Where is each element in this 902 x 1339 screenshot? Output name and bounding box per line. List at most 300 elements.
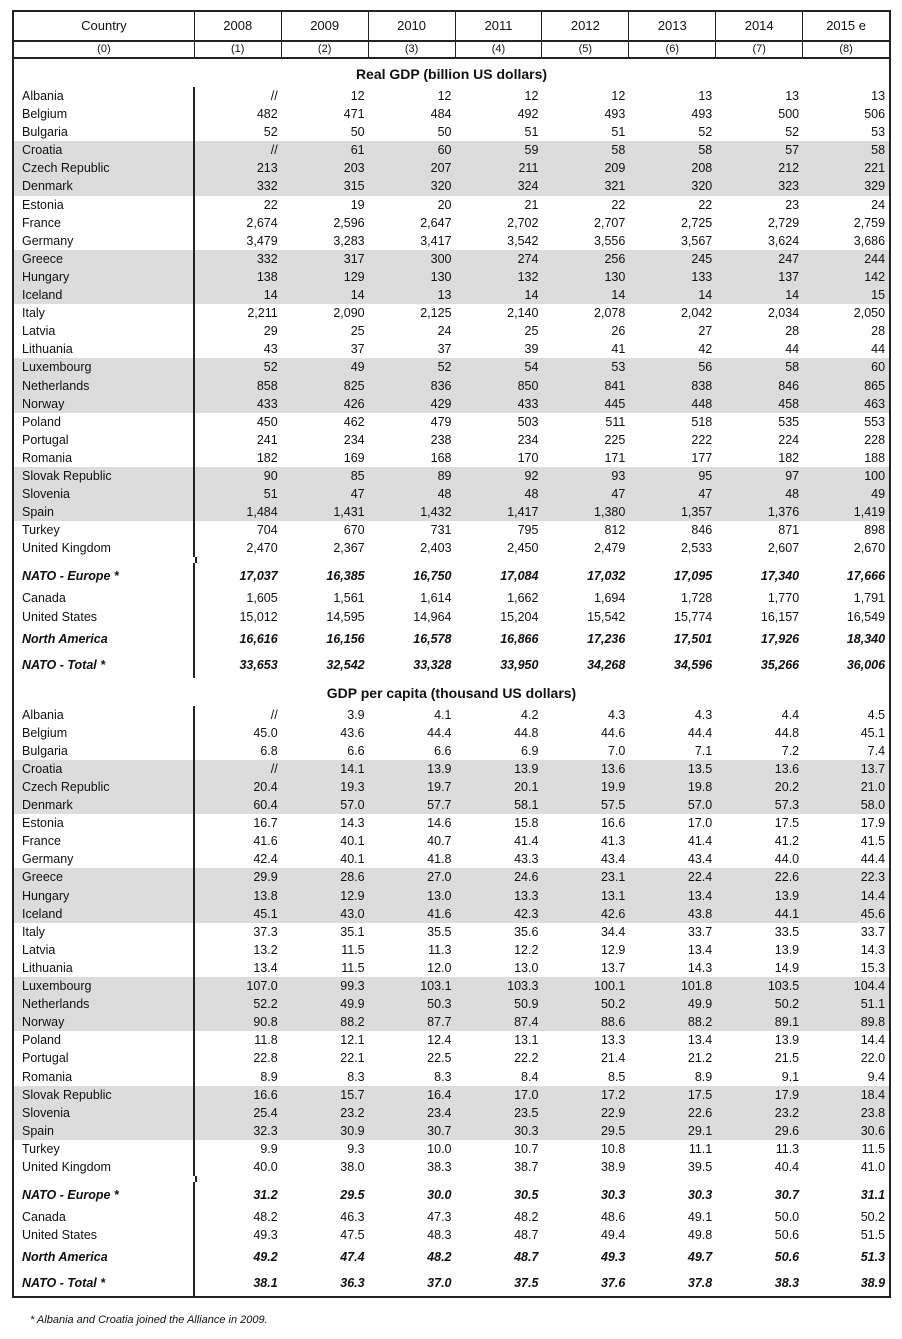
column-header: Country: [14, 12, 195, 40]
country-name: Netherlands: [14, 377, 195, 395]
table-row: [14, 232, 889, 250]
value-cell: 321: [604, 179, 626, 194]
value-cell: 1,728: [680, 591, 713, 606]
value-cell: 101.8: [680, 979, 713, 994]
value-cell: 274: [517, 251, 539, 266]
value-cell: 16.4: [427, 1087, 452, 1102]
total-value: 33,950: [500, 657, 539, 672]
value-cell: 43: [263, 342, 278, 357]
value-cell: 9.3: [347, 1141, 365, 1156]
value-cell: 19: [350, 197, 365, 212]
value-cell: 58: [871, 143, 886, 158]
table-row: [14, 742, 889, 760]
value-cell: 1,770: [767, 591, 800, 606]
value-cell: 52: [785, 125, 800, 140]
value-cell: 825: [343, 378, 365, 393]
value-cell: 11.8: [254, 1033, 278, 1048]
value-cell: 1,417: [507, 505, 539, 520]
country-name: Hungary: [14, 268, 195, 286]
value-cell: 1,380: [594, 505, 626, 520]
column-number: (3): [369, 42, 456, 57]
value-cell: 4.3: [694, 707, 713, 722]
value-cell: 208: [691, 161, 713, 176]
value-cell: 49.9: [687, 997, 713, 1012]
value-cell: 518: [691, 414, 713, 429]
value-cell: 846: [778, 378, 800, 393]
value-cell: 60: [437, 143, 452, 158]
value-cell: 1,484: [246, 505, 278, 520]
total-value: 37.0: [427, 1276, 452, 1291]
country-name: Estonia: [14, 196, 195, 214]
value-cell: 256: [604, 251, 626, 266]
table-row: [14, 1226, 889, 1244]
value-cell: 4.5: [867, 707, 886, 722]
table-row: [14, 706, 889, 724]
value-cell: 2,596: [333, 215, 365, 230]
country-name: Czech Republic: [14, 778, 195, 796]
table-row: [14, 250, 889, 268]
value-cell: 871: [778, 523, 800, 538]
value-cell: 30.3: [514, 1123, 539, 1138]
country-name: Lithuania: [14, 340, 195, 358]
column-header: 2013: [629, 12, 716, 40]
country-name: Turkey: [14, 521, 195, 539]
value-cell: 482: [256, 107, 278, 122]
value-cell: 103.5: [767, 979, 800, 994]
value-cell: 317: [343, 251, 365, 266]
value-cell: 58: [611, 143, 626, 158]
value-cell: 130: [430, 269, 452, 284]
value-cell: 471: [343, 107, 365, 122]
table-row: [14, 923, 889, 941]
value-cell: 433: [517, 396, 539, 411]
value-cell: 2,450: [507, 541, 539, 556]
value-cell: 50.2: [774, 997, 800, 1012]
value-cell: 41.4: [514, 834, 539, 849]
value-cell: 13.4: [253, 960, 278, 975]
value-cell: 3,283: [333, 233, 365, 248]
value-cell: 13.4: [687, 888, 713, 903]
value-cell: 103.3: [507, 979, 539, 994]
value-cell: 22: [698, 197, 713, 212]
value-cell: 13.9: [774, 888, 800, 903]
value-cell: 7.1: [694, 743, 713, 758]
value-cell: 320: [691, 179, 713, 194]
table-row: [14, 322, 889, 340]
value-cell: 3,556: [594, 233, 626, 248]
value-cell: 3.9: [347, 707, 365, 722]
value-cell: 16.6: [253, 1087, 278, 1102]
value-cell: 17.2: [600, 1087, 626, 1102]
value-cell: 87.7: [427, 1015, 452, 1030]
value-cell: 95: [698, 468, 713, 483]
value-cell: 209: [604, 161, 626, 176]
value-cell: 48: [437, 487, 452, 502]
value-cell: 1,376: [767, 505, 800, 520]
value-cell: 58: [785, 360, 800, 375]
table-row: [14, 814, 889, 832]
table-row: [14, 286, 889, 304]
value-cell: 2,042: [680, 306, 713, 321]
table-row: [14, 760, 889, 778]
value-cell: 15,774: [674, 609, 713, 624]
value-cell: 2,759: [853, 215, 886, 230]
value-cell: 43.8: [687, 906, 713, 921]
total-value: 17,236: [587, 631, 626, 646]
value-cell: 13.6: [774, 761, 800, 776]
value-cell: 88.2: [687, 1015, 713, 1030]
total-value: 37.6: [600, 1276, 626, 1291]
country-name: Belgium: [14, 724, 195, 742]
table-row: [14, 1208, 889, 1226]
value-cell: 40.1: [340, 852, 365, 867]
table-row: [14, 941, 889, 959]
table-row: [14, 503, 889, 521]
value-cell: 2,674: [246, 215, 278, 230]
value-cell: 2,707: [594, 215, 626, 230]
value-cell: 10.8: [600, 1141, 626, 1156]
value-cell: 23.5: [514, 1105, 539, 1120]
value-cell: 33.7: [687, 924, 713, 939]
value-cell: 13.6: [600, 761, 626, 776]
value-cell: 30.6: [860, 1123, 886, 1138]
value-cell: 19.3: [340, 780, 365, 794]
value-cell: 846: [691, 523, 713, 538]
value-cell: 188: [864, 450, 886, 465]
value-cell: 22.5: [427, 1051, 452, 1066]
total-value: 16,156: [326, 631, 365, 646]
value-cell: 88.2: [340, 1015, 365, 1030]
total-value: 32,542: [326, 657, 365, 672]
value-cell: 332: [256, 251, 278, 266]
value-cell: 23: [785, 197, 800, 212]
value-cell: 4.1: [434, 707, 452, 722]
value-cell: 37: [437, 342, 452, 357]
total-value: 51.3: [860, 1250, 886, 1265]
total-value: 47.4: [340, 1250, 365, 1265]
total-value: 17,032: [587, 569, 626, 584]
value-cell: 23.2: [774, 1105, 800, 1120]
value-cell: 13.7: [600, 960, 626, 975]
table-row: [14, 358, 889, 376]
value-cell: 14,595: [326, 609, 365, 624]
country-name: Latvia: [14, 941, 195, 959]
value-cell: 23.8: [860, 1105, 886, 1120]
total-value: 16,385: [326, 569, 365, 584]
value-cell: 22.9: [600, 1105, 626, 1120]
nato-europe-row: [14, 1182, 889, 1208]
total-value: 35,266: [760, 657, 800, 672]
total-value: 30.3: [600, 1188, 626, 1203]
value-cell: 244: [864, 251, 886, 266]
value-cell: 731: [430, 523, 452, 538]
value-cell: 2,050: [853, 306, 886, 321]
value-cell: 300: [430, 251, 452, 266]
total-value: 16,866: [500, 631, 539, 646]
value-cell: 15.3: [860, 960, 886, 975]
value-cell: 21: [524, 197, 539, 212]
value-cell: 3,567: [680, 233, 713, 248]
value-cell: 21.5: [774, 1051, 800, 1066]
north-america-row: [14, 1244, 889, 1270]
total-value: 38.1: [253, 1276, 278, 1291]
value-cell: 44.4: [427, 725, 452, 740]
value-cell: 14.4: [860, 1033, 886, 1048]
value-cell: 11.5: [341, 960, 365, 975]
value-cell: 15,542: [587, 609, 626, 624]
country-name: Denmark: [14, 796, 195, 814]
value-cell: 50: [437, 125, 452, 140]
value-cell: 2,729: [767, 215, 800, 230]
value-cell: 8.3: [434, 1069, 452, 1084]
column-number: (7): [716, 42, 803, 57]
value-cell: 2,607: [767, 541, 800, 556]
value-cell: 11.3: [428, 942, 452, 957]
value-cell: 1,431: [333, 505, 365, 520]
total-value: 48.7: [514, 1250, 539, 1265]
value-cell: 33.7: [860, 924, 886, 939]
value-cell: 52: [698, 125, 713, 140]
value-cell: 50.6: [774, 1228, 800, 1243]
value-cell: 41.4: [687, 834, 713, 849]
value-cell: 2,403: [420, 541, 452, 556]
value-cell: 323: [778, 179, 800, 194]
total-value: 29.5: [340, 1188, 365, 1203]
value-cell: 16.6: [600, 816, 626, 831]
value-cell: 19.7: [427, 780, 452, 794]
table-row: [14, 449, 889, 467]
value-cell: 103.1: [420, 979, 452, 994]
value-cell: 89: [437, 468, 452, 483]
column-header: 2015 e: [826, 18, 866, 33]
value-cell: 47: [611, 487, 626, 502]
value-cell: 43.4: [600, 852, 626, 867]
value-cell: 50.9: [514, 997, 539, 1012]
value-cell: 50.3: [427, 997, 452, 1012]
value-cell: 12.0: [427, 960, 452, 975]
value-cell: 795: [517, 523, 539, 538]
value-cell: 35.6: [514, 924, 539, 939]
value-cell: 45.1: [253, 906, 278, 921]
value-cell: 3,479: [246, 233, 278, 248]
value-cell: 85: [350, 468, 365, 483]
country-name: Czech Republic: [14, 159, 195, 177]
value-cell: 35.1: [340, 924, 365, 939]
table-row: [14, 268, 889, 286]
value-cell: 48: [524, 487, 539, 502]
table-row: [14, 467, 889, 485]
value-cell: 93: [611, 468, 626, 483]
value-cell: 40.1: [340, 834, 365, 849]
country-name: Bulgaria: [14, 123, 195, 141]
table-row: [14, 1158, 889, 1176]
value-cell: 4.3: [607, 707, 626, 722]
value-cell: 57.5: [600, 798, 626, 813]
value-cell: 23.4: [427, 1105, 452, 1120]
value-cell: 41.3: [600, 834, 626, 849]
value-cell: 177: [691, 450, 713, 465]
value-cell: 48.2: [253, 1210, 278, 1225]
table-row: [14, 304, 889, 322]
value-cell: 492: [517, 107, 539, 122]
gdp-table: [12, 10, 891, 1298]
value-cell: 42.3: [514, 906, 539, 921]
value-cell: 20: [437, 197, 452, 212]
value-cell: 12.9: [600, 942, 626, 957]
value-cell: 44.4: [860, 852, 886, 867]
value-cell: 169: [343, 450, 365, 465]
column-number: (8): [839, 43, 853, 55]
value-cell: 211: [518, 161, 539, 176]
value-cell: 30.9: [340, 1123, 365, 1138]
value-cell: 14.1: [340, 761, 365, 776]
value-cell: 329: [864, 179, 886, 194]
value-cell: 29.6: [774, 1123, 800, 1138]
value-cell: 315: [343, 179, 365, 194]
value-cell: 2,078: [594, 306, 626, 321]
value-cell: 448: [691, 396, 713, 411]
value-cell: //: [270, 761, 278, 776]
table-row: [14, 87, 889, 105]
value-cell: 8.5: [607, 1069, 626, 1084]
country-name: Albania: [14, 706, 195, 724]
value-cell: 17.0: [687, 816, 713, 831]
value-cell: 47.5: [340, 1228, 365, 1243]
value-cell: 57.3: [774, 798, 800, 813]
value-cell: 2,533: [680, 541, 713, 556]
value-cell: 44.6: [600, 725, 626, 740]
value-cell: 506: [864, 107, 886, 122]
value-cell: 22.6: [687, 1105, 713, 1120]
table-row: [14, 413, 889, 431]
total-value: 30.3: [687, 1188, 713, 1203]
value-cell: 25: [524, 324, 539, 339]
column-header: 2008: [195, 12, 282, 40]
table-row: [14, 521, 889, 539]
value-cell: 38.3: [427, 1159, 452, 1174]
value-cell: 3,542: [507, 233, 539, 248]
total-label: NATO - Europe *: [14, 563, 195, 589]
table-row: [14, 589, 889, 607]
value-cell: 812: [604, 523, 626, 538]
value-cell: 10.0: [427, 1141, 452, 1156]
table-row: [14, 796, 889, 814]
value-cell: 222: [691, 432, 713, 447]
value-cell: 107.0: [246, 979, 278, 994]
value-cell: 53: [611, 360, 626, 375]
value-cell: 1,694: [594, 591, 626, 606]
country-name: Spain: [14, 1122, 195, 1140]
value-cell: 13.8: [253, 888, 278, 903]
value-cell: 37: [350, 342, 365, 357]
value-cell: 553: [864, 414, 886, 429]
value-cell: 12.4: [427, 1033, 452, 1048]
value-cell: 15: [871, 288, 886, 303]
table-row: [14, 868, 889, 886]
table-row: [14, 159, 889, 177]
value-cell: 29.9: [253, 870, 278, 885]
value-cell: 57: [785, 143, 800, 158]
total-value: 36.3: [340, 1276, 365, 1291]
value-cell: 324: [517, 179, 539, 194]
column-header: 2012: [542, 12, 629, 40]
value-cell: 45.0: [253, 725, 278, 740]
column-number: (6): [629, 42, 716, 57]
value-cell: 58: [698, 143, 713, 158]
value-cell: 320: [430, 179, 452, 194]
value-cell: 29.5: [600, 1123, 626, 1138]
value-cell: 228: [864, 432, 886, 447]
value-cell: 28: [785, 324, 800, 339]
value-cell: 35.5: [427, 924, 452, 939]
value-cell: 37.3: [253, 924, 278, 939]
value-cell: 44.8: [774, 725, 800, 740]
value-cell: 7.0: [607, 743, 626, 758]
column-number: (2): [282, 42, 369, 57]
value-cell: 22.4: [687, 870, 713, 885]
value-cell: 13.9: [427, 761, 452, 776]
table-row: [14, 1049, 889, 1067]
value-cell: 17.5: [774, 816, 800, 831]
table-row: [14, 177, 889, 195]
value-cell: 57.0: [687, 798, 713, 813]
country-name: Estonia: [14, 814, 195, 832]
value-cell: 14.9: [774, 960, 800, 975]
value-cell: 49: [350, 360, 365, 375]
value-cell: 41.6: [427, 906, 452, 921]
value-cell: 24.6: [514, 870, 539, 885]
value-cell: 57.7: [427, 798, 452, 813]
country-name: Slovak Republic: [14, 467, 195, 485]
total-value: 37.5: [514, 1276, 539, 1291]
value-cell: 40.0: [253, 1159, 278, 1174]
value-cell: 19.9: [600, 780, 626, 794]
country-name: Slovak Republic: [14, 1086, 195, 1104]
value-cell: 22.3: [860, 870, 886, 885]
value-cell: 42: [698, 342, 713, 357]
value-cell: 8.9: [694, 1069, 713, 1084]
total-value: 30.7: [774, 1188, 800, 1203]
value-cell: 12.2: [514, 942, 539, 957]
value-cell: 234: [343, 432, 365, 447]
table-row: [14, 832, 889, 850]
country-name: Germany: [14, 850, 195, 868]
value-cell: 6.6: [434, 743, 452, 758]
value-cell: 503: [517, 414, 539, 429]
value-cell: 24: [437, 324, 452, 339]
country-name: Croatia: [14, 141, 195, 159]
value-cell: 44.1: [774, 906, 800, 921]
value-cell: 535: [778, 414, 800, 429]
value-cell: 28: [871, 324, 886, 339]
value-cell: 20.1: [514, 780, 539, 794]
value-cell: 50.2: [600, 997, 626, 1012]
value-cell: 207: [430, 161, 452, 176]
value-cell: 14.3: [687, 960, 713, 975]
value-cell: 704: [256, 523, 278, 538]
table-row: [14, 1122, 889, 1140]
value-cell: 26: [611, 324, 626, 339]
value-cell: 44: [871, 342, 886, 357]
value-cell: 138: [256, 269, 278, 284]
value-cell: 100.1: [594, 979, 626, 994]
value-cell: 13.4: [687, 942, 713, 957]
table-row: [14, 977, 889, 995]
country-name: Denmark: [14, 177, 195, 195]
value-cell: 2,479: [594, 541, 626, 556]
total-value: 33,653: [239, 657, 278, 672]
country-name: United Kingdom: [14, 539, 195, 557]
